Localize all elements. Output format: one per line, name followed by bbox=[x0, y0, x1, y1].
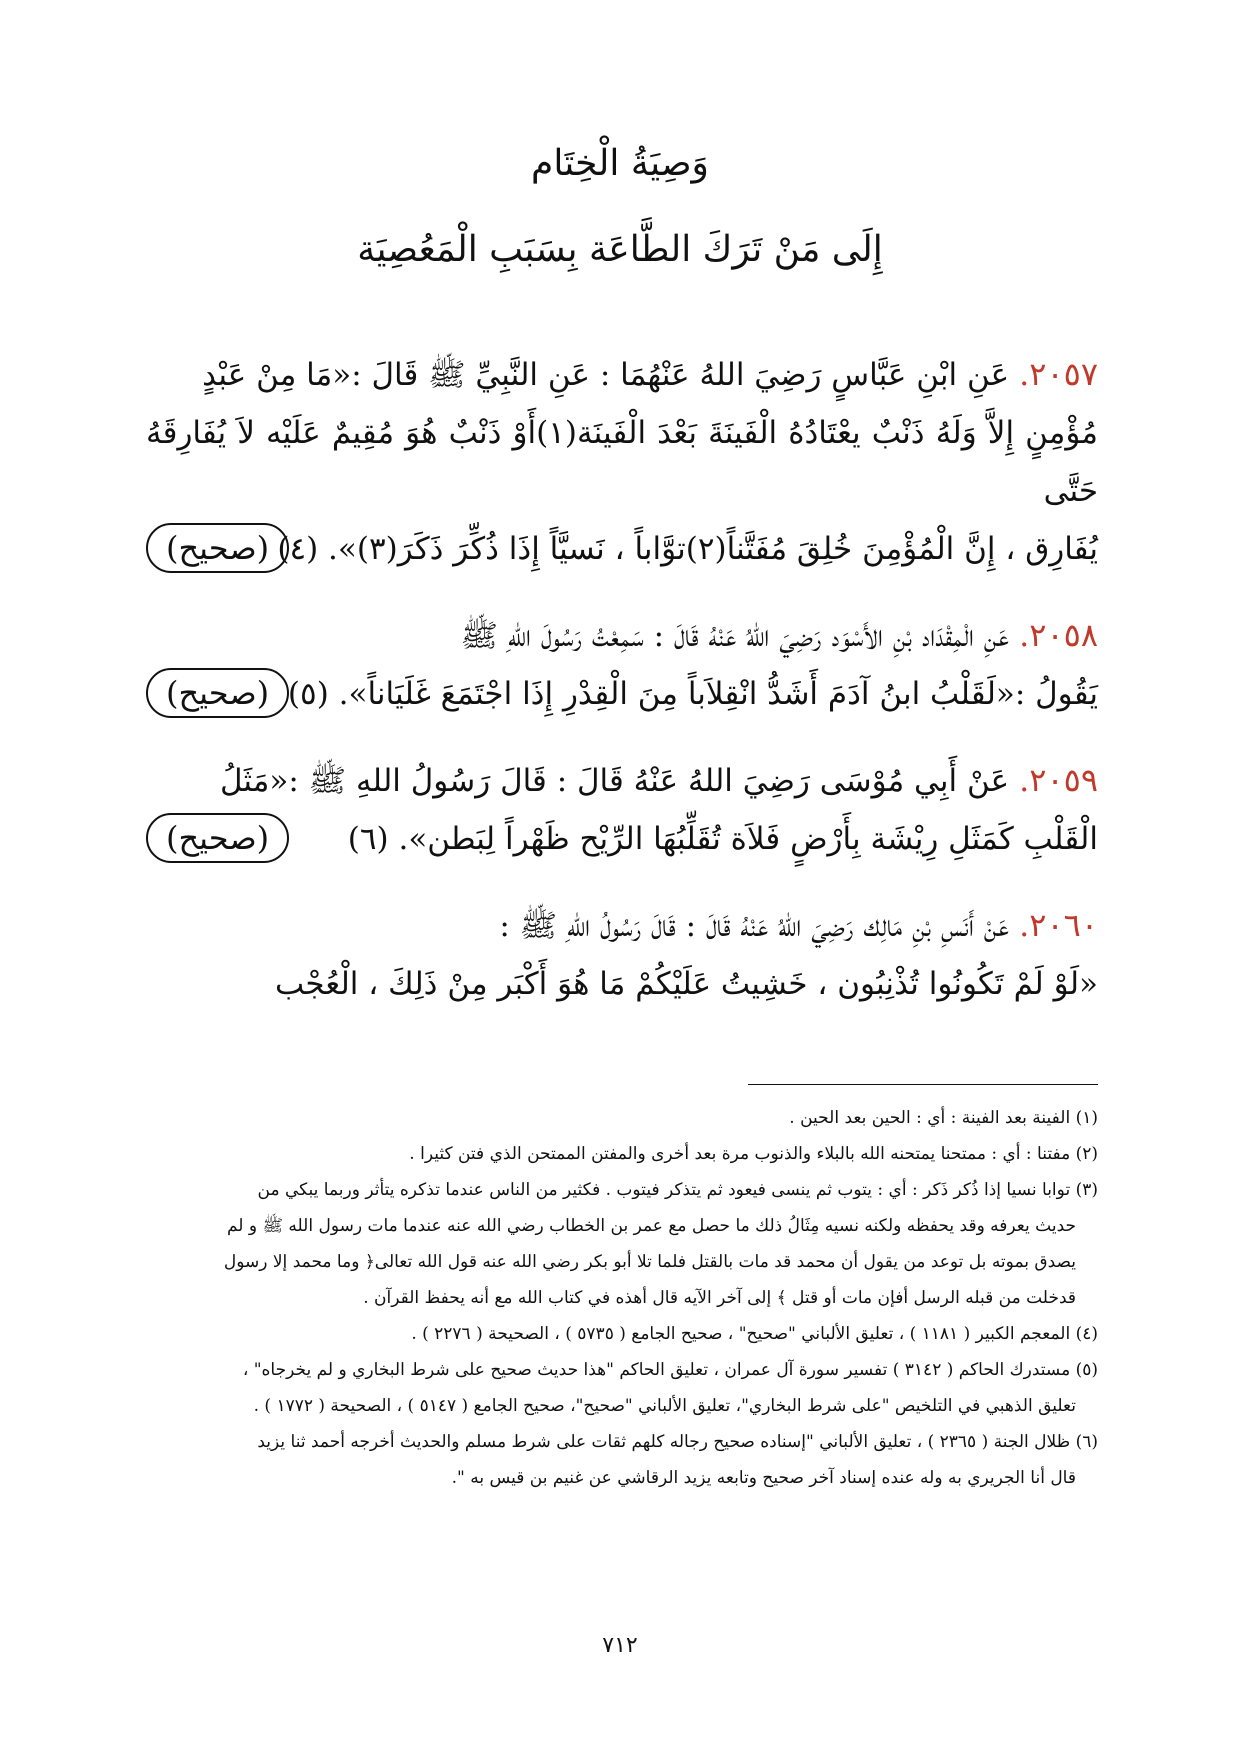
hadith-line bbox=[146, 606, 1098, 665]
footnote-line: تعليق الذهبي في التلخيص "على شرط البخاري"، تعليق الألباني "صحيح"، صحيح الجامع ( ٥١٤٧ ) ، الصحيحة ( ١٧٧٢ ) . bbox=[253, 1396, 1076, 1416]
page-title: وَصِيَةُ الْخِتَام bbox=[531, 143, 709, 184]
grade-badge: (صحيح) bbox=[146, 523, 289, 573]
hadith-text: مُؤْمِنٍ إِلاَّ وَلَهُ ذَنْبٌ يعْتَادُهُ الْفَينَةَ بَعْدَ الْفَينَة(١)أَوْ ذَنْبٌ هُوَ مُقِيمٌ عَلَيْه لاَ يُفَارِقَهُ حَتَّى bbox=[146, 415, 1098, 509]
footnote-line: قال أنا الجريري به وله عنده إسناد آخر صحيح وتابعه يزيد الرقاشي عن غنيم بن قيس به ". bbox=[451, 1468, 1076, 1488]
hadith-line bbox=[146, 404, 1098, 520]
hadith-item bbox=[146, 345, 1098, 578]
hadith-text: عَنِ الْمِقْدَاد بْنِ الأَسْوَد رَضِيَ اللهُ عَنْهُ قَالَ : سَمِعْتُ رَسُولَ اللهِ ﷺ bbox=[460, 618, 1010, 654]
hadith-number: ٢٠٥٨. bbox=[1019, 616, 1098, 654]
footnote bbox=[146, 1352, 1098, 1424]
hadith-line bbox=[146, 345, 1098, 404]
footnote bbox=[146, 1424, 1098, 1496]
hadith-line bbox=[146, 751, 1098, 810]
footnote bbox=[146, 1172, 1098, 1316]
footnote-line: قدخلت من قبله الرسل أفإن مات أو قتل ﴾ إلى آخر الآيه قال أهذه في كتاب الله مع أنه يحفظ القرآن . bbox=[363, 1288, 1076, 1308]
footnote bbox=[146, 1316, 1098, 1352]
hadith-text: عَنْ أَبِي مُوْسَى رَضِيَ اللهُ عَنْهُ قَالَ : قَالَ رَسُولُ اللهِ ﷺ :«مَثَلُ bbox=[219, 763, 1010, 799]
page-number: ٧١٢ bbox=[602, 1633, 638, 1658]
header bbox=[140, 138, 1100, 276]
hadith-line bbox=[146, 896, 1098, 955]
page-subtitle: إِلَى مَنْ تَرَكَ الطَّاعَة بِسَبَبِ الْمَعُصِيَة bbox=[357, 229, 883, 270]
footnote bbox=[146, 1136, 1098, 1172]
hadith-text: «لَوْ لَمْ تَكُونُوا تُذْنِبُون ، خَشِيتُ عَلَيْكُمْ مَا هُوَ أَكْبَر مِنْ ذَلِكَ ، الْعُجْب bbox=[274, 966, 1098, 1002]
hadith-item bbox=[146, 751, 1098, 868]
grade-badge: (صحيح) bbox=[146, 668, 289, 718]
hadith-number: ٢٠٥٧. bbox=[1019, 355, 1098, 393]
footnote-line: (١) الفينة بعد الفينة : أي : الحين بعد الحين . bbox=[789, 1108, 1098, 1128]
footnote-line: حديث يعرفه وقد يحفظه ولكنه نسيه مِثَالُ ذلك ما حصل مع عمر بن الخطاب رضي الله عنه عندما مات رسول الله ﷺ و لم bbox=[226, 1216, 1076, 1236]
hadith-list bbox=[146, 345, 1098, 1041]
hadith-text: يُفَارِق ، إِنَّ الْمُؤْمِنَ خُلِقَ مُفَتَّناً(٢)توَّاباً ، نَسيَّاً إِذَا ذُكِّرَ ذَكَرَ(٣)». (٤) bbox=[277, 531, 1098, 567]
footnote bbox=[146, 1100, 1098, 1136]
footnote-line: (٣) توابا نسيا إذا ذُكر ذَكر : أي : يتوب ثم ينسى فيعود ثم يتذكر فيتوب . فكثير من الناس عندما تذكره يتأثر وربما يبكي من bbox=[257, 1180, 1098, 1200]
footnote-line: (٢) مفتنا : أي : ممتحنا يمتحنه الله بالبلاء والذنوب مرة بعد أخرى والمفتن الممتحن الذي فتن كثيرا . bbox=[409, 1144, 1098, 1164]
footnote-line: (٦) ظلال الجنة ( ٢٣٦٥ ) ، تعليق الألباني "إسناده صحيح رجاله كلهم ثقات على شرط مسلم والحديث أخرجه أحمد ثنا يزيد bbox=[257, 1432, 1098, 1452]
footnotes bbox=[146, 1100, 1098, 1496]
hadith-text: عَنِ ابْنِ عَبَّاسٍ رَضِيَ اللهُ عَنْهُمَا : عَنِ النَّبِيِّ ﷺ قَالَ :«مَا مِنْ عَبْدٍ bbox=[202, 357, 1010, 393]
hadith-text: يَقُولُ :«لَقَلْبُ ابنُ آدَمَ أَشَدُّ انْقِلاَباً مِنَ الْقِدْرِ إِذَا اجْتَمَعَ غَلَيَاناً». (٥) bbox=[287, 676, 1098, 712]
hadith-item bbox=[146, 606, 1098, 723]
hadith-item bbox=[146, 896, 1098, 1013]
hadith-line bbox=[146, 955, 1098, 1013]
hadith-number: ٢٠٦٠. bbox=[1019, 906, 1098, 944]
footnote-line: يصدق بموته بل توعد من يقول أن محمد قد مات بالقتل فلما تلا أبو بكر رضي الله عنه قول الله تعالى﴿ وما محمد إلا رسول bbox=[223, 1252, 1076, 1272]
footnote-line: (٤) المعجم الكبير ( ١١٨١ ) ، تعليق الألباني "صحيح" ، صحيح الجامع ( ٥٧٣٥ ) ، الصحيحة ( ٢٢٧٦ ) . bbox=[411, 1324, 1098, 1344]
hadith-number: ٢٠٥٩. bbox=[1019, 761, 1098, 799]
hadith-text: الْقَلْبِ كَمَثَلِ رِيْشَة بِأَرْضٍ فَلاَة تُقَلِّبُهَا الرِّيْح ظَهْراً لِبَطن». (٦) bbox=[347, 821, 1098, 857]
grade-badge: (صحيح) bbox=[146, 813, 289, 863]
footnote-line: (٥) مستدرك الحاكم ( ٣١٤٢ ) تفسير سورة آل عمران ، تعليق الحاكم "هذا حديث صحيح على شرط البخاري و لم يخرجاه" ، bbox=[242, 1360, 1098, 1380]
footnote-separator bbox=[748, 1084, 1098, 1085]
hadith-text: عَنْ أَنَسِ بْنِ مَالِك رَضِيَ اللهُ عَنْهُ قَالَ : قَالَ رَسُولُ اللهِ ﷺ : bbox=[499, 908, 1010, 944]
